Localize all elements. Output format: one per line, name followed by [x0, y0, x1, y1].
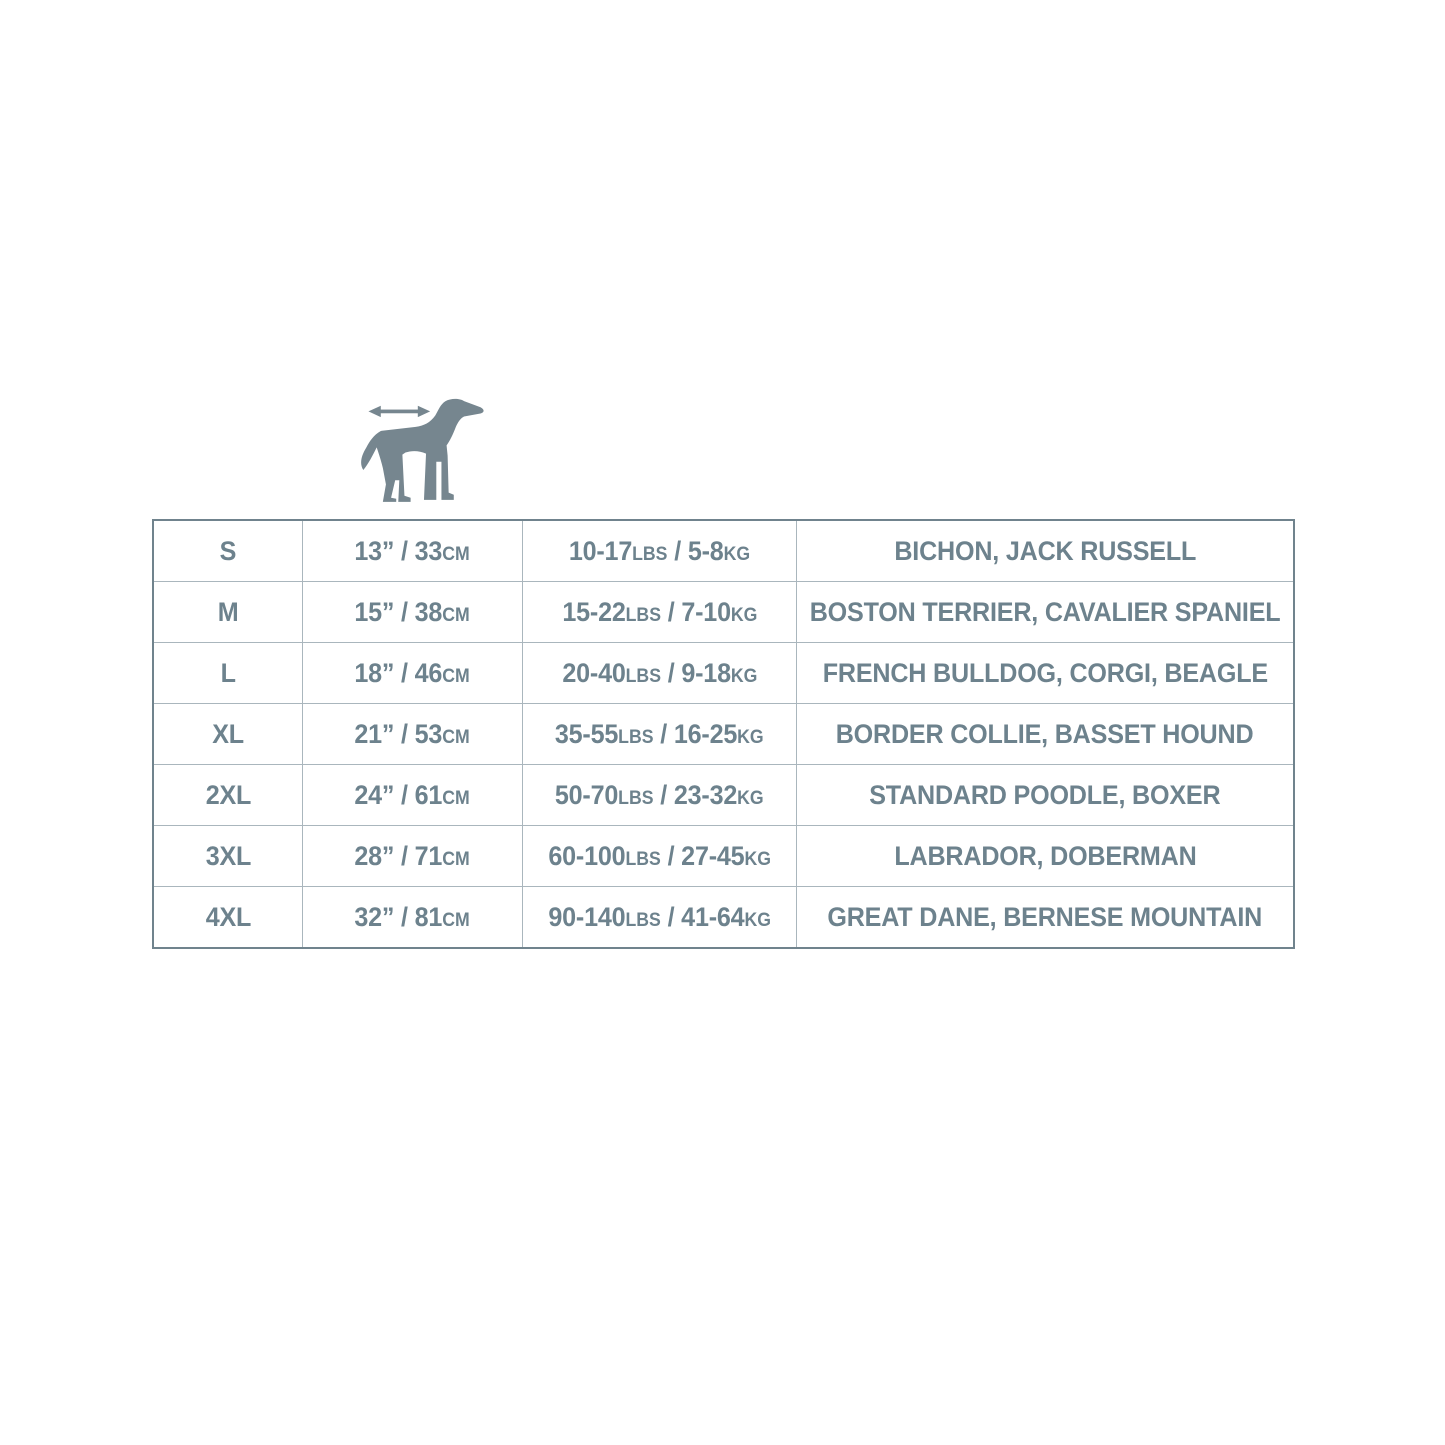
size-cell	[154, 887, 303, 947]
weight-lbs-value: 20-40	[561, 657, 626, 688]
weight-unit-lbs: LBS	[625, 604, 661, 626]
size-cell	[154, 826, 303, 886]
weight-kg-value: / 41-64	[660, 901, 745, 932]
weight-cell	[523, 643, 797, 703]
weight-unit-lbs: LBS	[625, 665, 661, 687]
length-arrow-icon	[368, 406, 430, 417]
breeds-label: BORDER COLLIE, BASSET HOUND	[836, 718, 1254, 749]
size-cell	[154, 521, 303, 581]
length-unit-cm: CM	[442, 543, 471, 565]
breeds-label: STANDARD POODLE, BOXER	[869, 779, 1221, 810]
length-value: 28” / 71	[354, 840, 443, 871]
table-row	[154, 765, 1293, 826]
dog-size-table	[152, 519, 1295, 949]
measurement-figure	[358, 396, 492, 506]
length-unit-cm: CM	[442, 665, 471, 687]
table-row	[154, 826, 1293, 887]
length-cell	[303, 887, 523, 947]
length-cell	[303, 521, 523, 581]
size-cell	[154, 582, 303, 642]
length-value: 18” / 46	[354, 657, 443, 688]
weight-unit-kg: KG	[737, 726, 764, 748]
length-unit-cm: CM	[442, 909, 471, 931]
breeds-label: BOSTON TERRIER, CAVALIER SPANIEL	[809, 596, 1281, 627]
weight-kg-value: / 23-32	[653, 779, 738, 810]
weight-cell	[523, 887, 797, 947]
weight-kg-value: / 9-18	[660, 657, 731, 688]
size-cell	[154, 643, 303, 703]
weight-cell	[523, 765, 797, 825]
weight-lbs-value: 35-55	[555, 718, 619, 749]
weight-unit-kg: KG	[730, 604, 758, 626]
weight-unit-kg: KG	[723, 543, 751, 565]
weight-kg-value: / 27-45	[660, 840, 745, 871]
length-cell	[303, 643, 523, 703]
size-label: 3XL	[205, 840, 251, 871]
length-cell	[303, 704, 523, 764]
weight-unit-kg: KG	[744, 848, 771, 870]
breeds-label: LABRADOR, DOBERMAN	[893, 840, 1197, 871]
length-unit-cm: CM	[442, 787, 471, 809]
weight-lbs-value: 50-70	[555, 779, 619, 810]
weight-cell	[523, 704, 797, 764]
table-row	[154, 643, 1293, 704]
breeds-label: BICHON, JACK RUSSELL	[894, 535, 1196, 566]
weight-unit-kg: KG	[730, 665, 758, 687]
breeds-cell	[797, 704, 1293, 764]
weight-kg-value: / 7-10	[660, 596, 731, 627]
table-row	[154, 521, 1293, 582]
weight-cell	[523, 826, 797, 886]
table-row	[154, 887, 1293, 947]
size-label: 2XL	[205, 779, 251, 810]
size-label: 4XL	[205, 901, 251, 932]
weight-lbs-value: 60-100	[548, 840, 626, 871]
weight-unit-kg: KG	[737, 787, 764, 809]
breeds-label: FRENCH BULLDOG, CORGI, BEAGLE	[822, 657, 1268, 688]
weight-unit-lbs: LBS	[625, 848, 661, 870]
length-value: 32” / 81	[354, 901, 443, 932]
weight-unit-lbs: LBS	[618, 787, 654, 809]
length-unit-cm: CM	[442, 726, 471, 748]
breeds-cell	[797, 521, 1293, 581]
size-label: M	[217, 596, 239, 627]
length-value: 15” / 38	[354, 596, 443, 627]
weight-unit-kg: KG	[744, 909, 771, 931]
weight-kg-value: / 5-8	[667, 535, 724, 566]
size-label: XL	[212, 718, 244, 749]
breeds-cell	[797, 765, 1293, 825]
table-row	[154, 704, 1293, 765]
weight-unit-lbs: LBS	[632, 543, 668, 565]
weight-lbs-value: 15-22	[561, 596, 626, 627]
length-cell	[303, 765, 523, 825]
weight-kg-value: / 16-25	[653, 718, 738, 749]
length-cell	[303, 826, 523, 886]
weight-cell	[523, 582, 797, 642]
size-cell	[154, 704, 303, 764]
length-value: 21” / 53	[354, 718, 443, 749]
dog-silhouette-icon	[358, 396, 492, 506]
size-label: S	[219, 535, 237, 566]
weight-unit-lbs: LBS	[625, 909, 661, 931]
weight-cell	[523, 521, 797, 581]
weight-unit-lbs: LBS	[618, 726, 654, 748]
length-cell	[303, 582, 523, 642]
breeds-cell	[797, 887, 1293, 947]
breeds-label: GREAT DANE, BERNESE MOUNTAIN	[827, 901, 1263, 932]
length-unit-cm: CM	[442, 848, 471, 870]
breeds-cell	[797, 643, 1293, 703]
weight-lbs-value: 90-140	[548, 901, 626, 932]
table-row	[154, 582, 1293, 643]
length-value: 24” / 61	[354, 779, 443, 810]
size-label: L	[220, 657, 236, 688]
breeds-cell	[797, 582, 1293, 642]
breeds-cell	[797, 826, 1293, 886]
length-value: 13” / 33	[354, 535, 443, 566]
length-unit-cm: CM	[442, 604, 471, 626]
size-cell	[154, 765, 303, 825]
weight-lbs-value: 10-17	[568, 535, 633, 566]
